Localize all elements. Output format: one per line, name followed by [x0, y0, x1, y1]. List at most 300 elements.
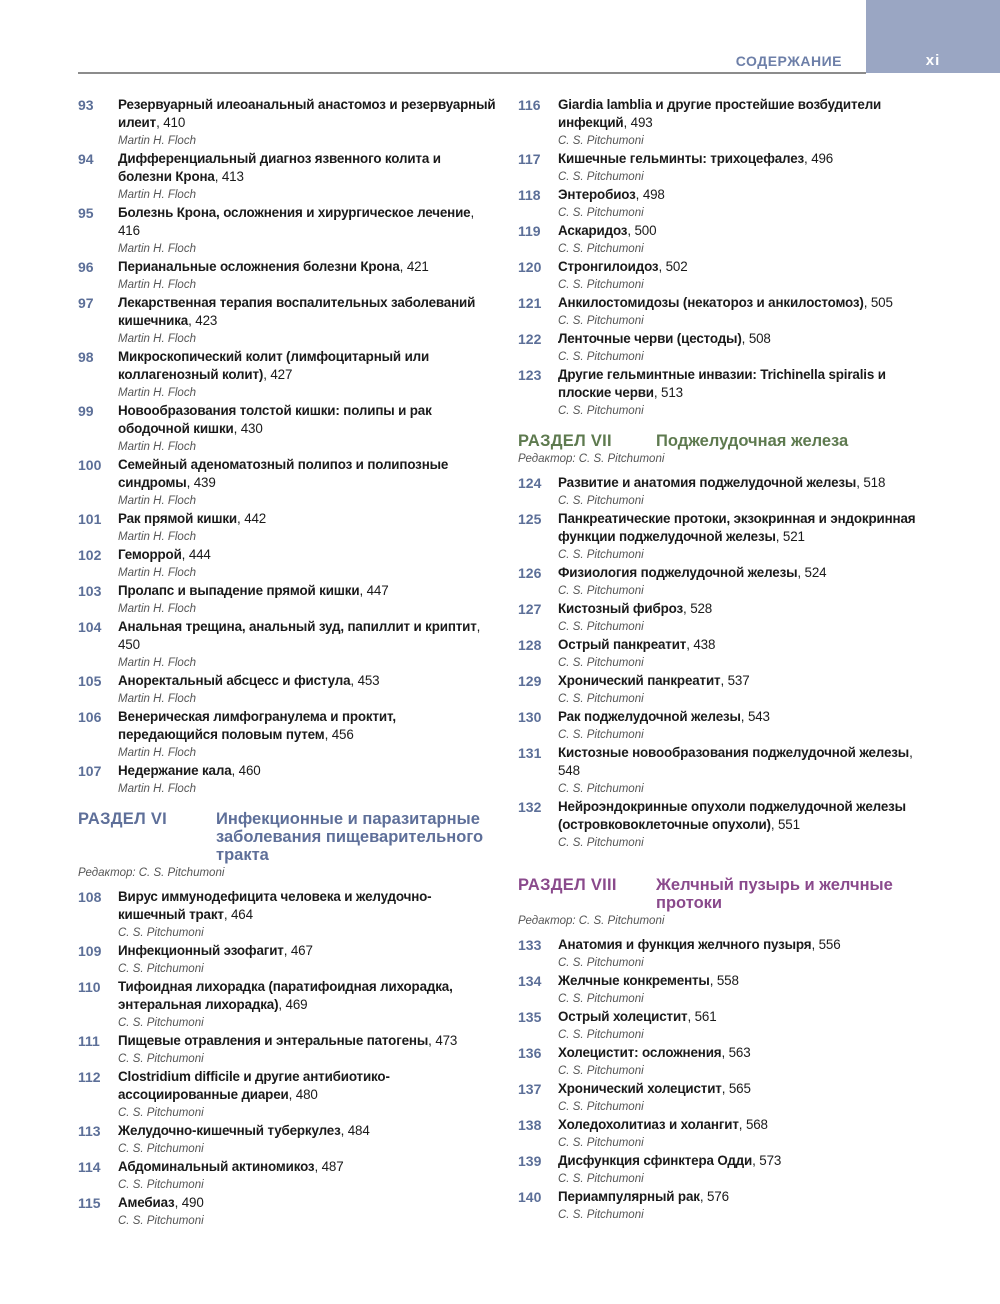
page-ref: 518 — [863, 475, 886, 490]
chapter-title-text: Хронический холецистит — [558, 1081, 722, 1096]
chapter-author: Martin H. Floch — [118, 333, 196, 345]
toc-entry — [78, 204, 498, 258]
chapter-title-text: Перианальные осложнения болезни Крона — [118, 259, 400, 274]
toc-list — [518, 96, 938, 420]
page-ref: 430 — [240, 421, 263, 436]
chapter-number: 120 — [518, 259, 542, 275]
chapter-title-text: Резервуарный илеоанальный анастомоз и резервуарный илеит — [118, 97, 496, 130]
chapter-title — [558, 708, 938, 726]
toc-entry — [518, 600, 938, 636]
chapter-author: C. S. Pitchumoni — [558, 837, 644, 849]
chapter-title-text: Рак прямой кишки — [118, 511, 238, 526]
separator: , — [909, 745, 913, 760]
chapter-author: Martin H. Floch — [118, 603, 196, 615]
separator: , — [156, 115, 164, 130]
chapter-number: 117 — [518, 151, 541, 167]
toc-list — [518, 474, 938, 852]
chapter-title — [118, 618, 498, 654]
chapter-title-text: Холецистит: осложнения — [558, 1045, 722, 1060]
page-ref: 524 — [804, 565, 827, 580]
chapter-author: C. S. Pitchumoni — [558, 495, 644, 507]
chapter-number: 131 — [518, 745, 542, 761]
chapter-author: Martin H. Floch — [118, 135, 196, 147]
chapter-author: C. S. Pitchumoni — [558, 957, 644, 969]
chapter-number: 138 — [518, 1117, 542, 1133]
chapter-title — [558, 1188, 938, 1206]
toc-entry — [518, 474, 938, 510]
chapter-author: C. S. Pitchumoni — [558, 585, 644, 597]
chapter-number: 109 — [78, 943, 102, 959]
chapter-title — [118, 348, 498, 384]
toc-list — [518, 936, 938, 1224]
chapter-number: 130 — [518, 709, 542, 725]
chapter-title — [118, 96, 498, 132]
chapter-title — [118, 1194, 498, 1212]
chapter-title — [118, 942, 498, 960]
chapter-title-text: Анатомия и функция желчного пузыря — [558, 937, 812, 952]
chapter-author: C. S. Pitchumoni — [558, 315, 644, 327]
chapter-title-text: Кишечные гельминты: трихоцефалез — [558, 151, 805, 166]
chapter-title-text: Энтеробиоз — [558, 187, 636, 202]
separator: , — [237, 511, 245, 526]
chapter-author: Martin H. Floch — [118, 279, 196, 291]
header-rule — [78, 72, 866, 74]
chapter-author: C. S. Pitchumoni — [118, 1143, 204, 1155]
chapter-author: C. S. Pitchumoni — [558, 693, 644, 705]
chapter-author: Martin H. Floch — [118, 243, 196, 255]
chapter-author: C. S. Pitchumoni — [118, 1017, 204, 1029]
toc-entry — [78, 294, 498, 348]
separator: , — [214, 169, 222, 184]
chapter-title — [558, 636, 938, 654]
chapter-number: 116 — [518, 97, 541, 113]
toc-entry — [518, 222, 938, 258]
chapter-author: C. S. Pitchumoni — [558, 351, 644, 363]
section-editor: Редактор: C. S. Pitchumoni — [518, 915, 665, 927]
chapter-title-text: Дифференциальный диагноз язвенного колита и болезни Крона — [118, 151, 441, 184]
chapter-title-text: Острый панкреатит — [558, 637, 687, 652]
separator: , — [721, 1045, 729, 1060]
toc-entry — [78, 1068, 498, 1122]
page-ref: 500 — [634, 223, 657, 238]
chapter-title-text: Новообразования толстой кишки: полипы и рак ободочной кишки — [118, 403, 432, 436]
toc-entry — [518, 1080, 938, 1116]
chapter-title-text: Геморрой — [118, 547, 182, 562]
toc-entry — [518, 330, 938, 366]
chapter-number: 96 — [78, 259, 94, 275]
chapter-author: Martin H. Floch — [118, 495, 196, 507]
chapter-title — [118, 708, 498, 744]
page-ref: 551 — [778, 817, 800, 832]
page-ref: 421 — [406, 259, 429, 274]
chapter-author: Martin H. Floch — [118, 531, 196, 543]
page-ref: 460 — [238, 763, 261, 778]
page-ref: 473 — [435, 1033, 458, 1048]
separator: , — [324, 727, 332, 742]
chapter-number: 129 — [518, 673, 542, 689]
chapter-author: C. S. Pitchumoni — [558, 549, 644, 561]
toc-entry — [78, 762, 498, 798]
chapter-author: C. S. Pitchumoni — [558, 1065, 644, 1077]
chapter-number: 94 — [78, 151, 94, 167]
chapter-title — [558, 258, 938, 276]
chapter-title-text: Холедохолитиаз и холангит — [558, 1117, 739, 1132]
separator: , — [627, 223, 635, 238]
separator: , — [721, 1081, 729, 1096]
chapter-title-text: Тифоидная лихорадка (паратифоидная лихорадка, энтеральная лихорадка) — [118, 979, 453, 1012]
chapter-title — [558, 972, 938, 990]
chapter-author: C. S. Pitchumoni — [558, 171, 644, 183]
chapter-number: 95 — [78, 205, 94, 221]
chapter-number: 102 — [78, 547, 102, 563]
separator: , — [263, 367, 271, 382]
separator: , — [797, 565, 805, 580]
page-ref: 543 — [747, 709, 770, 724]
chapter-title-text: Аноректальный абсцесс и фистула — [118, 673, 351, 688]
chapter-title — [118, 456, 498, 492]
section-vi — [78, 810, 498, 882]
chapter-number: 97 — [78, 295, 94, 311]
toc-entry — [518, 672, 938, 708]
chapter-number: 128 — [518, 637, 542, 653]
chapter-title-text: Желчные конкременты — [558, 973, 710, 988]
separator: , — [635, 187, 643, 202]
chapter-title — [558, 600, 938, 618]
chapter-title-text: Анальная трещина, анальный зуд, папиллит и криптит — [118, 619, 477, 634]
chapter-title-text: Абдоминальный актиномикоз — [118, 1159, 315, 1174]
separator: , — [186, 475, 194, 490]
toc-entry — [78, 942, 498, 978]
chapter-title — [558, 510, 938, 546]
toc-entry — [518, 1188, 938, 1224]
separator: , — [738, 1117, 746, 1132]
chapter-title — [118, 204, 498, 240]
chapter-number: 126 — [518, 565, 542, 581]
page-ref: 558 — [716, 973, 739, 988]
separator: , — [775, 529, 783, 544]
chapter-number: 119 — [518, 223, 541, 239]
chapter-number: 139 — [518, 1153, 542, 1169]
chapter-author: C. S. Pitchumoni — [558, 1173, 644, 1185]
separator: , — [740, 709, 748, 724]
toc-entry — [518, 972, 938, 1008]
chapter-number: 110 — [78, 979, 101, 995]
toc-entry — [78, 582, 498, 618]
separator: , — [863, 295, 871, 310]
chapter-title — [558, 330, 938, 348]
page-ref: 576 — [706, 1189, 729, 1204]
chapter-title-text: Недержание кала — [118, 763, 232, 778]
page-ref: 450 — [118, 637, 140, 652]
chapter-title-text: Периампулярный рак — [558, 1189, 700, 1204]
chapter-author: C. S. Pitchumoni — [558, 135, 644, 147]
page-ref: 484 — [347, 1123, 370, 1138]
separator: , — [278, 997, 286, 1012]
chapter-author: Martin H. Floch — [118, 747, 196, 759]
chapter-title-text: Острый холецистит — [558, 1009, 688, 1024]
chapter-title — [118, 294, 498, 330]
chapter-title — [118, 546, 498, 564]
separator: , — [233, 421, 241, 436]
separator: , — [683, 601, 691, 616]
toc-entry — [78, 978, 498, 1032]
page-ref: 416 — [118, 223, 140, 238]
section-title: Поджелудочная железа — [656, 432, 849, 450]
chapter-author: Martin H. Floch — [118, 783, 196, 795]
chapter-title-text: Вирус иммунодефицита человека и желудочно-кишечный тракт — [118, 889, 432, 922]
toc-entry — [518, 1008, 938, 1044]
toc-entry — [78, 546, 498, 582]
chapter-title — [558, 96, 938, 132]
page-ref: 453 — [357, 673, 380, 688]
separator: , — [752, 1153, 760, 1168]
separator: , — [359, 583, 367, 598]
chapter-title-text: Амебиаз — [118, 1195, 175, 1210]
chapter-title-text: Лекарственная терапия воспалительных заболеваний кишечника — [118, 295, 476, 328]
chapter-title-text: Анкилостомидозы (некатороз и анкилостомоз) — [558, 295, 864, 310]
chapter-author: C. S. Pitchumoni — [118, 1053, 204, 1065]
chapter-title-text: Панкреатические протоки, экзокринная и эндокринная функции поджелудочной железы — [558, 511, 916, 544]
page-ref: 456 — [331, 727, 354, 742]
chapter-title — [118, 258, 498, 276]
chapter-number: 121 — [518, 295, 542, 311]
chapter-number: 125 — [518, 511, 542, 527]
chapter-title — [558, 1080, 938, 1098]
chapter-title — [118, 888, 498, 924]
page-number: xi — [925, 52, 941, 69]
separator: , — [687, 1009, 695, 1024]
chapter-title-text: Хронический панкреатит — [558, 673, 721, 688]
separator: , — [770, 817, 778, 832]
chapter-author: C. S. Pitchumoni — [558, 657, 644, 669]
chapter-author: C. S. Pitchumoni — [558, 1137, 644, 1149]
chapter-title — [558, 474, 938, 492]
chapter-title-text: Clostridium difficile и другие антибиотико-ассоциированные диареи — [118, 1069, 390, 1102]
chapter-number: 114 — [78, 1159, 101, 1175]
separator: , — [340, 1123, 348, 1138]
toc-entry — [78, 96, 498, 150]
toc-entry — [518, 936, 938, 972]
separator: , — [428, 1033, 436, 1048]
chapter-title — [118, 1122, 498, 1140]
chapter-author: C. S. Pitchumoni — [118, 927, 204, 939]
chapter-author: Martin H. Floch — [118, 657, 196, 669]
chapter-title — [118, 762, 498, 780]
page-ref: 548 — [558, 763, 580, 778]
chapter-title — [118, 150, 498, 186]
toc-entry — [78, 1194, 498, 1230]
chapter-title — [118, 1158, 498, 1176]
chapter-author: C. S. Pitchumoni — [118, 1107, 204, 1119]
chapter-title — [118, 1068, 498, 1104]
chapter-title-text: Ленточные черви (цестоды) — [558, 331, 742, 346]
toc-entry — [78, 150, 498, 204]
toc-entry — [518, 366, 938, 420]
chapter-number: 108 — [78, 889, 102, 905]
toc-entry — [518, 294, 938, 330]
left-column — [78, 96, 498, 1230]
chapter-number: 134 — [518, 973, 542, 989]
chapter-title-text: Физиология поджелудочной железы — [558, 565, 798, 580]
separator: , — [399, 259, 407, 274]
chapter-title-text: Желудочно-кишечный туберкулез — [118, 1123, 341, 1138]
toc-entry — [78, 672, 498, 708]
toc-entry — [518, 96, 938, 150]
toc-list — [78, 888, 498, 1230]
chapter-title-text: Стронгилоидоз — [558, 259, 659, 274]
section-title: Инфекционные и паразитарные заболевания пищеварительного тракта — [216, 810, 484, 864]
chapter-title-text: Аскаридоз — [558, 223, 628, 238]
section-viii — [518, 876, 938, 930]
chapter-title — [558, 1008, 938, 1026]
separator: , — [470, 205, 475, 220]
page-ref: 496 — [811, 151, 834, 166]
section-label: РАЗДЕЛ VIII — [518, 876, 617, 894]
page-ref: 528 — [690, 601, 713, 616]
chapter-author: C. S. Pitchumoni — [118, 1179, 204, 1191]
chapter-title-text: Дисфункция сфинктера Одди — [558, 1153, 753, 1168]
chapter-number: 105 — [78, 673, 102, 689]
chapter-author: Martin H. Floch — [118, 441, 196, 453]
toc-entry — [518, 258, 938, 294]
page-ref: 427 — [270, 367, 293, 382]
toc-list — [78, 96, 498, 798]
chapter-title — [558, 186, 938, 204]
chapter-title — [118, 402, 498, 438]
toc-entry — [78, 510, 498, 546]
toc-entry — [518, 1044, 938, 1080]
toc-entry — [78, 1032, 498, 1068]
chapter-number: 100 — [78, 457, 102, 473]
toc-entry — [78, 1122, 498, 1158]
chapter-title-text: Нейроэндокринные опухоли поджелудочной железы (островковоклеточные опухоли) — [558, 799, 906, 832]
toc-entry — [518, 1152, 938, 1188]
chapter-title — [558, 222, 938, 240]
separator: , — [314, 1159, 322, 1174]
chapter-title — [558, 1044, 938, 1062]
separator: , — [283, 943, 291, 958]
separator: , — [231, 763, 239, 778]
separator: , — [288, 1087, 296, 1102]
toc-entry — [78, 708, 498, 762]
page-ref: 444 — [188, 547, 211, 562]
chapter-number: 118 — [518, 187, 541, 203]
chapter-title — [558, 150, 938, 168]
page-ref: 573 — [759, 1153, 782, 1168]
chapter-author: C. S. Pitchumoni — [558, 1209, 644, 1221]
chapter-author: C. S. Pitchumoni — [118, 963, 204, 975]
chapter-author: Martin H. Floch — [118, 567, 196, 579]
chapter-author: Martin H. Floch — [118, 189, 196, 201]
toc-entry — [518, 744, 938, 798]
separator: , — [686, 637, 694, 652]
section-label: РАЗДЕЛ VII — [518, 432, 612, 450]
page-ref: 490 — [181, 1195, 204, 1210]
toc-entry — [78, 456, 498, 510]
page-ref: 469 — [285, 997, 308, 1012]
chapter-number: 123 — [518, 367, 542, 383]
chapter-author: C. S. Pitchumoni — [558, 621, 644, 633]
chapter-title — [118, 672, 498, 690]
page-ref: 438 — [693, 637, 716, 652]
section-editor: Редактор: C. S. Pitchumoni — [78, 867, 225, 879]
page-ref: 423 — [195, 313, 218, 328]
chapter-number: 101 — [78, 511, 102, 527]
separator: , — [181, 547, 189, 562]
chapter-author: C. S. Pitchumoni — [558, 729, 644, 741]
page-ref: 410 — [163, 115, 186, 130]
separator: , — [699, 1189, 707, 1204]
page-ref: 521 — [782, 529, 805, 544]
toc-entry — [518, 564, 938, 600]
chapter-number: 112 — [78, 1069, 101, 1085]
chapter-number: 124 — [518, 475, 542, 491]
chapter-author: C. S. Pitchumoni — [558, 1101, 644, 1113]
chapter-title — [558, 294, 938, 312]
chapter-number: 140 — [518, 1189, 542, 1205]
page-ref: 565 — [728, 1081, 751, 1096]
chapter-author: C. S. Pitchumoni — [558, 243, 644, 255]
chapter-author: C. S. Pitchumoni — [558, 993, 644, 1005]
chapter-author: C. S. Pitchumoni — [558, 207, 644, 219]
chapter-number: 115 — [78, 1195, 101, 1211]
chapter-title-text: Другие гельминтные инвазии: Trichinella spiralis и плоские черви — [558, 367, 886, 400]
chapter-title — [558, 936, 938, 954]
page-ref: 442 — [244, 511, 267, 526]
chapter-number: 135 — [518, 1009, 542, 1025]
separator: , — [350, 673, 358, 688]
page-ref: 464 — [230, 907, 253, 922]
page-ref: 413 — [221, 169, 244, 184]
chapter-title-text: Пролапс и выпадение прямой кишки — [118, 583, 360, 598]
separator: , — [188, 313, 196, 328]
toc-entry — [518, 510, 938, 564]
page-ref: 493 — [630, 115, 653, 130]
chapter-number: 103 — [78, 583, 102, 599]
chapter-number: 127 — [518, 601, 542, 617]
separator: , — [223, 907, 231, 922]
chapter-title-text: Развитие и анатомия поджелудочной железы — [558, 475, 857, 490]
chapter-number: 132 — [518, 799, 542, 815]
page-ref: 561 — [694, 1009, 717, 1024]
page-ref: 505 — [870, 295, 893, 310]
chapter-title-text: Инфекционный эзофагит — [118, 943, 284, 958]
page-ref: 439 — [193, 475, 216, 490]
chapter-title — [558, 564, 938, 582]
toc-entry — [518, 150, 938, 186]
running-head-title: СОДЕРЖАНИЕ — [735, 53, 842, 69]
chapter-author: C. S. Pitchumoni — [118, 1215, 204, 1227]
page-ref: 537 — [727, 673, 750, 688]
chapter-title-text: Семейный аденоматозный полипоз и полипозные синдромы — [118, 457, 449, 490]
toc-entry — [518, 798, 938, 852]
separator: , — [720, 673, 728, 688]
chapter-title — [118, 582, 498, 600]
chapter-author: Martin H. Floch — [118, 387, 196, 399]
toc-entry — [78, 1158, 498, 1194]
page-ref: 508 — [748, 331, 771, 346]
chapter-number: 106 — [78, 709, 102, 725]
chapter-title — [558, 366, 938, 402]
page-ref: 563 — [728, 1045, 751, 1060]
chapter-author: C. S. Pitchumoni — [558, 279, 644, 291]
chapter-title-text: Болезнь Крона, осложнения и хирургическое лечение — [118, 205, 471, 220]
chapter-title-text: Микроскопический колит (лимфоцитарный или коллагенозный колит) — [118, 349, 430, 382]
section-title: Желчный пузырь и желчные протоки — [656, 876, 893, 912]
toc-entry — [78, 402, 498, 456]
separator: , — [811, 937, 819, 952]
toc-entry — [518, 636, 938, 672]
